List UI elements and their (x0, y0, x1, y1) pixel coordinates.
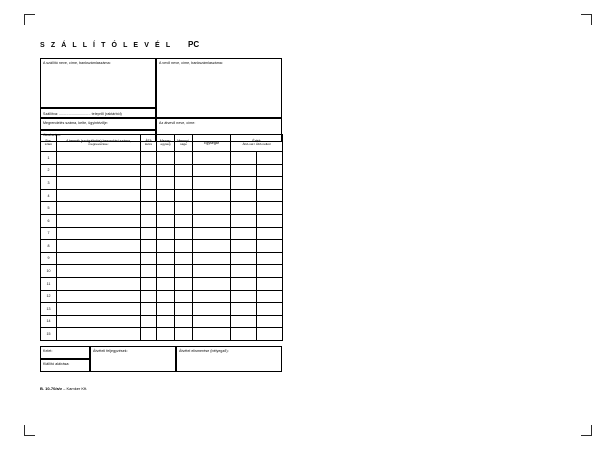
issuer-signature-box[interactable] (40, 359, 90, 372)
cell-value[interactable] (231, 328, 283, 341)
shipping-origin-box[interactable] (40, 108, 156, 118)
cell-row-number: 10 (41, 265, 57, 278)
crop-mark-top-left (24, 14, 35, 25)
cell-quantity[interactable] (175, 177, 193, 190)
col-vat-rate: ÁFA kulcs (141, 135, 157, 152)
cell-row-number: 12 (41, 290, 57, 303)
table-row[interactable] (41, 290, 283, 303)
table-row[interactable] (41, 265, 283, 278)
cell-value[interactable] (231, 164, 283, 177)
cell-product[interactable] (57, 202, 141, 215)
table-row[interactable] (41, 303, 283, 316)
table-row[interactable] (41, 240, 283, 253)
cell-row-number: 8 (41, 240, 57, 253)
cell-quantity[interactable] (175, 189, 193, 202)
cell-row-number: 5 (41, 202, 57, 215)
cell-unit-price[interactable] (193, 265, 231, 278)
table-row[interactable] (41, 328, 283, 341)
table-header-row (41, 135, 283, 152)
order-label: Megrendelés száma, kelte, ügyintézője: (43, 120, 109, 125)
col-unit-price: Egységár (193, 135, 231, 152)
cell-unit[interactable] (157, 315, 175, 328)
table-body (41, 152, 283, 341)
cell-product[interactable] (57, 290, 141, 303)
table-row[interactable] (41, 177, 283, 190)
delivery-note-form (40, 40, 282, 410)
col-product: A termék (szolgáltatás) besorolási száma, megnevezése: (57, 135, 141, 152)
cell-value[interactable] (231, 265, 283, 278)
cell-quantity[interactable] (175, 240, 193, 253)
cell-row-number: 4 (41, 189, 57, 202)
order-box[interactable] (40, 118, 156, 130)
cell-unit[interactable] (157, 265, 175, 278)
shipping-origin-label: Szállítva: .............................. telepről (raktárból) (43, 112, 122, 116)
cell-row-number: 1 (41, 152, 57, 165)
cell-unit[interactable] (157, 277, 175, 290)
cell-row-number: 6 (41, 214, 57, 227)
cell-product[interactable] (57, 315, 141, 328)
table-row[interactable] (41, 189, 283, 202)
cell-quantity[interactable] (175, 315, 193, 328)
cell-quantity[interactable] (175, 202, 193, 215)
cell-unit[interactable] (157, 303, 175, 316)
cell-vat-rate[interactable] (141, 328, 157, 341)
cell-unit[interactable] (157, 252, 175, 265)
table-row[interactable] (41, 214, 283, 227)
items-table (40, 134, 283, 341)
col-value: Érték ÁFA-val / ÁFA nélkül (231, 135, 283, 152)
table-row[interactable] (41, 202, 283, 215)
table-row[interactable] (41, 164, 283, 177)
cell-value[interactable] (231, 240, 283, 253)
cell-product[interactable] (57, 214, 141, 227)
delivery-notes-box[interactable] (90, 346, 176, 372)
cell-unit[interactable] (157, 214, 175, 227)
issuer-signature-label: Kiállító aláírása: (43, 361, 70, 366)
cell-unit-price[interactable] (193, 315, 231, 328)
seller-box[interactable] (40, 58, 156, 108)
cell-row-number: 11 (41, 277, 57, 290)
cell-product[interactable] (57, 177, 141, 190)
cell-unit-price[interactable] (193, 152, 231, 165)
cell-unit[interactable] (157, 164, 175, 177)
crop-mark-top-right (581, 14, 592, 25)
delivery-notes-label: Átvételi feljegyzések: (93, 348, 128, 353)
buyer-label: A vevő neve, címe, bankszámlaszáma: (159, 60, 223, 65)
cell-unit-price[interactable] (193, 202, 231, 215)
cell-row-number: 9 (41, 252, 57, 265)
cell-unit-price[interactable] (193, 252, 231, 265)
colophon-code: B. 10-70/a/v (40, 386, 63, 391)
cell-unit-price[interactable] (193, 227, 231, 240)
cell-vat-rate[interactable] (141, 189, 157, 202)
cell-value[interactable] (231, 290, 283, 303)
crop-mark-bottom-right (581, 425, 592, 436)
cell-product[interactable] (57, 328, 141, 341)
date-label: Kelet: (43, 348, 53, 353)
cell-quantity[interactable] (175, 290, 193, 303)
cell-unit[interactable] (157, 240, 175, 253)
seller-label: A szállító neve, címe, bankszámlaszáma: (43, 60, 111, 65)
cell-row-number: 2 (41, 164, 57, 177)
cell-unit-price[interactable] (193, 277, 231, 290)
cell-unit-price[interactable] (193, 240, 231, 253)
cell-value[interactable] (231, 315, 283, 328)
cell-product[interactable] (57, 240, 141, 253)
footer-block (40, 346, 282, 372)
cell-row-number: 13 (41, 303, 57, 316)
cell-vat-rate[interactable] (141, 240, 157, 253)
cell-unit[interactable] (157, 189, 175, 202)
cell-vat-rate[interactable] (141, 152, 157, 165)
cell-unit-price[interactable] (193, 290, 231, 303)
cell-row-number: 14 (41, 315, 57, 328)
cell-product[interactable] (57, 152, 141, 165)
cell-value[interactable] (231, 202, 283, 215)
cell-unit[interactable] (157, 152, 175, 165)
cell-vat-rate[interactable] (141, 303, 157, 316)
cell-vat-rate[interactable] (141, 177, 157, 190)
table-row[interactable] (41, 227, 283, 240)
cell-quantity[interactable] (175, 214, 193, 227)
cell-unit-price[interactable] (193, 177, 231, 190)
cell-product[interactable] (57, 252, 141, 265)
cell-unit-price[interactable] (193, 214, 231, 227)
buyer-box[interactable] (156, 58, 282, 118)
cell-product[interactable] (57, 189, 141, 202)
cell-vat-rate[interactable] (141, 227, 157, 240)
cell-vat-rate[interactable] (141, 265, 157, 278)
colophon (40, 386, 87, 391)
cell-vat-rate[interactable] (141, 214, 157, 227)
cell-row-number: 15 (41, 328, 57, 341)
page-title: S Z Á L L Í T Ó L E V É L (40, 42, 173, 49)
cell-value[interactable] (231, 303, 283, 316)
cell-unit[interactable] (157, 177, 175, 190)
cell-quantity[interactable] (175, 328, 193, 341)
cell-product[interactable] (57, 277, 141, 290)
cell-product[interactable] (57, 164, 141, 177)
form-code: PC (188, 40, 200, 49)
cell-value[interactable] (231, 214, 283, 227)
col-unit: Menny. egység (157, 135, 175, 152)
col-quantity: Mennyi- sége (175, 135, 193, 152)
cell-unit[interactable] (157, 290, 175, 303)
table-row[interactable] (41, 277, 283, 290)
cell-row-number: 7 (41, 227, 57, 240)
cell-vat-rate[interactable] (141, 252, 157, 265)
cell-unit[interactable] (157, 202, 175, 215)
cell-unit[interactable] (157, 328, 175, 341)
col-row-number: Sor- szám (41, 135, 57, 152)
cell-quantity[interactable] (175, 164, 193, 177)
form-header (40, 40, 282, 58)
cell-unit-price[interactable] (193, 164, 231, 177)
cell-product[interactable] (57, 303, 141, 316)
cell-unit-price[interactable] (193, 189, 231, 202)
colophon-publisher: – Kamker Kft. (62, 386, 88, 391)
receiver-label: Az átvevő neve, címe: (159, 120, 196, 125)
cell-value[interactable] (231, 152, 283, 165)
route-number-label: Járatszám: (43, 132, 62, 137)
cell-value[interactable] (231, 277, 283, 290)
cell-quantity[interactable] (175, 152, 193, 165)
cell-quantity[interactable] (175, 252, 193, 265)
cell-unit-price[interactable] (193, 303, 231, 316)
cell-quantity[interactable] (175, 277, 193, 290)
cell-vat-rate[interactable] (141, 315, 157, 328)
cell-quantity[interactable] (175, 227, 193, 240)
cell-value[interactable] (231, 177, 283, 190)
cell-vat-rate[interactable] (141, 202, 157, 215)
cell-value[interactable] (231, 189, 283, 202)
cell-unit[interactable] (157, 227, 175, 240)
receipt-acknowledgement-box[interactable] (176, 346, 282, 372)
table-row[interactable] (41, 252, 283, 265)
cell-quantity[interactable] (175, 303, 193, 316)
cell-vat-rate[interactable] (141, 277, 157, 290)
cell-row-number: 3 (41, 177, 57, 190)
table-row[interactable] (41, 315, 283, 328)
cell-vat-rate[interactable] (141, 290, 157, 303)
receipt-acknowledgement-label: Átvétel elismerése (bélyegző): (179, 348, 229, 353)
cell-vat-rate[interactable] (141, 164, 157, 177)
cell-product[interactable] (57, 265, 141, 278)
cell-quantity[interactable] (175, 265, 193, 278)
cell-unit-price[interactable] (193, 328, 231, 341)
date-box[interactable] (40, 346, 90, 359)
table-row[interactable] (41, 152, 283, 165)
cell-value[interactable] (231, 227, 283, 240)
crop-mark-bottom-left (24, 425, 35, 436)
cell-value[interactable] (231, 252, 283, 265)
cell-product[interactable] (57, 227, 141, 240)
